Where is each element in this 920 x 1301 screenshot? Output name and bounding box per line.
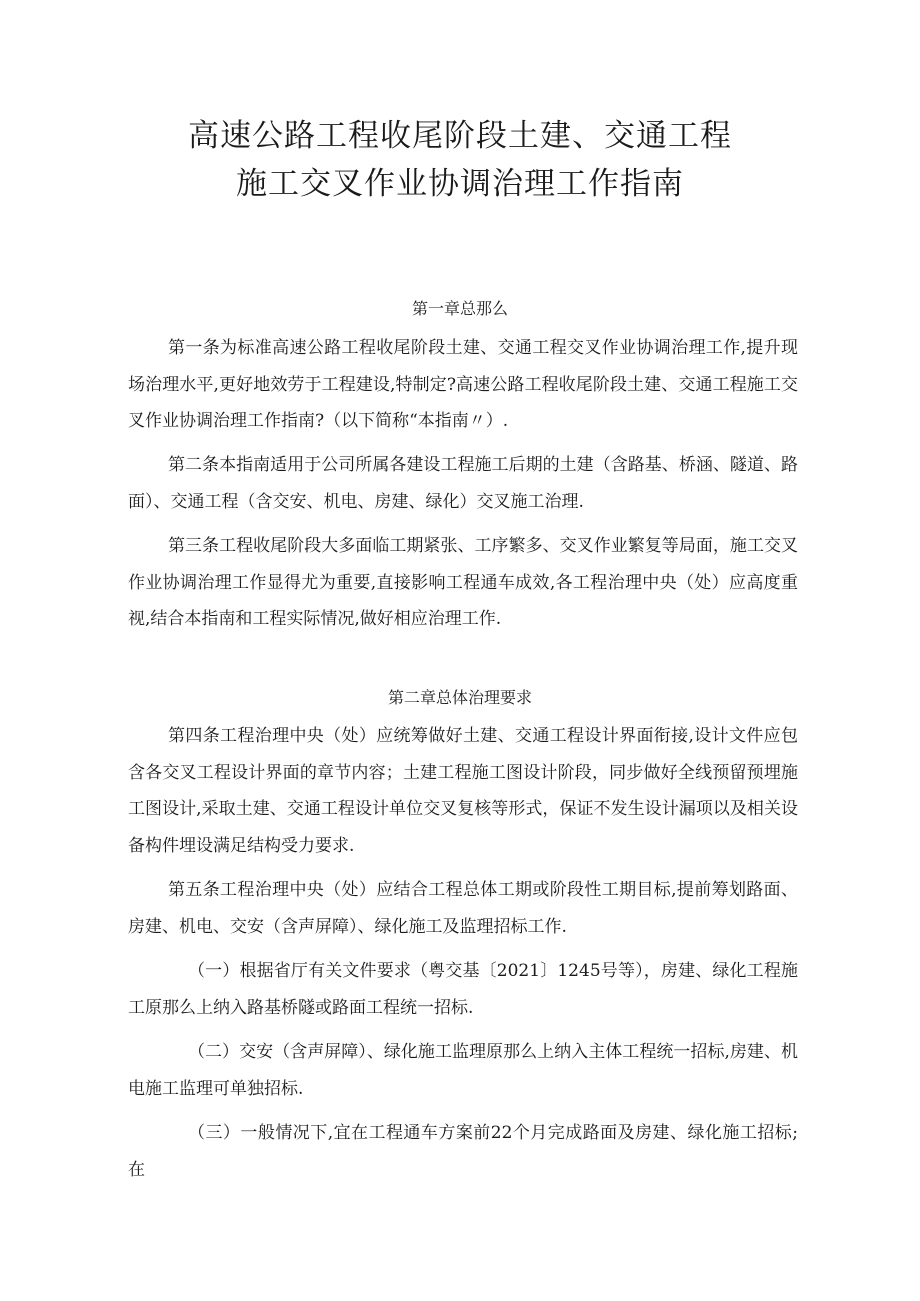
article-2-paragraph: 第二条本指南适用于公司所属各建设工程施工后期的土建（含路基、桥涵、隧道、路面）、交通工程（含交安、机电、房建、绿化）交叉施工治理.	[128, 455, 798, 512]
article-5-paragraph: 第五条工程治理中央（处）应结合工程总体工期或阶段性工期目标,提前筹划路面、房建、机电、交安（含声屏障）、绿化施工及监理招标工作.	[128, 880, 798, 937]
document-title-line-2: 施工交叉作业协调治理工作指南	[236, 166, 684, 202]
document-title-line-1: 高速公路工程收尾阶段土建、交通工程	[188, 118, 732, 154]
article-3-paragraph: 第三条工程收尾阶段大多面临工期紧张、工序繁多、交叉作业繁复等局面，施工交叉作业协调治理工作显得尤为重要,直接影响工程通车成效,各工程治理中央（处）应高度重视,结合本指南和工程实际情况,做好相应治理工作.	[128, 536, 798, 629]
article-1-paragraph: 第一条为标准高速公路工程收尾阶段土建、交通工程交叉作业协调治理工作,提升现场治理水平,更好地效劳于工程建设,特制定?高速公路工程收尾阶段土建、交通工程施工交叉作业协调治理工作指南?（以下简称“本指南〃）.	[128, 338, 798, 431]
article-5-item-1: （一）根据省厅有关文件要求（粤交基〔2021〕1245号等），房建、绿化工程施工原那么上纳入路基桥隧或路面工程统一招标.	[128, 961, 798, 1018]
chapter-2-heading: 第二章总体治理要求	[387, 688, 532, 707]
article-5-item-2: （二）交安（含声屏障）、绿化施工监理原那么上纳入主体工程统一招标,房建、机电施工监理可单独招标.	[128, 1042, 798, 1099]
article-5-item-3: （三）一般情况下,宜在工程通车方案前22个月完成路面及房建、绿化施工招标;在	[128, 1123, 798, 1180]
article-4-paragraph: 第四条工程治理中央（处）应统筹做好土建、交通工程设计界面衔接,设计文件应包含各交叉工程设计界面的章节内容；土建工程施工图设计阶段，同步做好全线预留预埋施工图设计,采取土建、交通工程设计单位交叉复核等形式，保证不发生设计漏项以及相关设备构件埋设满足结构受力要求.	[128, 726, 798, 856]
chapter-1-heading: 第一章总那么	[411, 299, 508, 318]
